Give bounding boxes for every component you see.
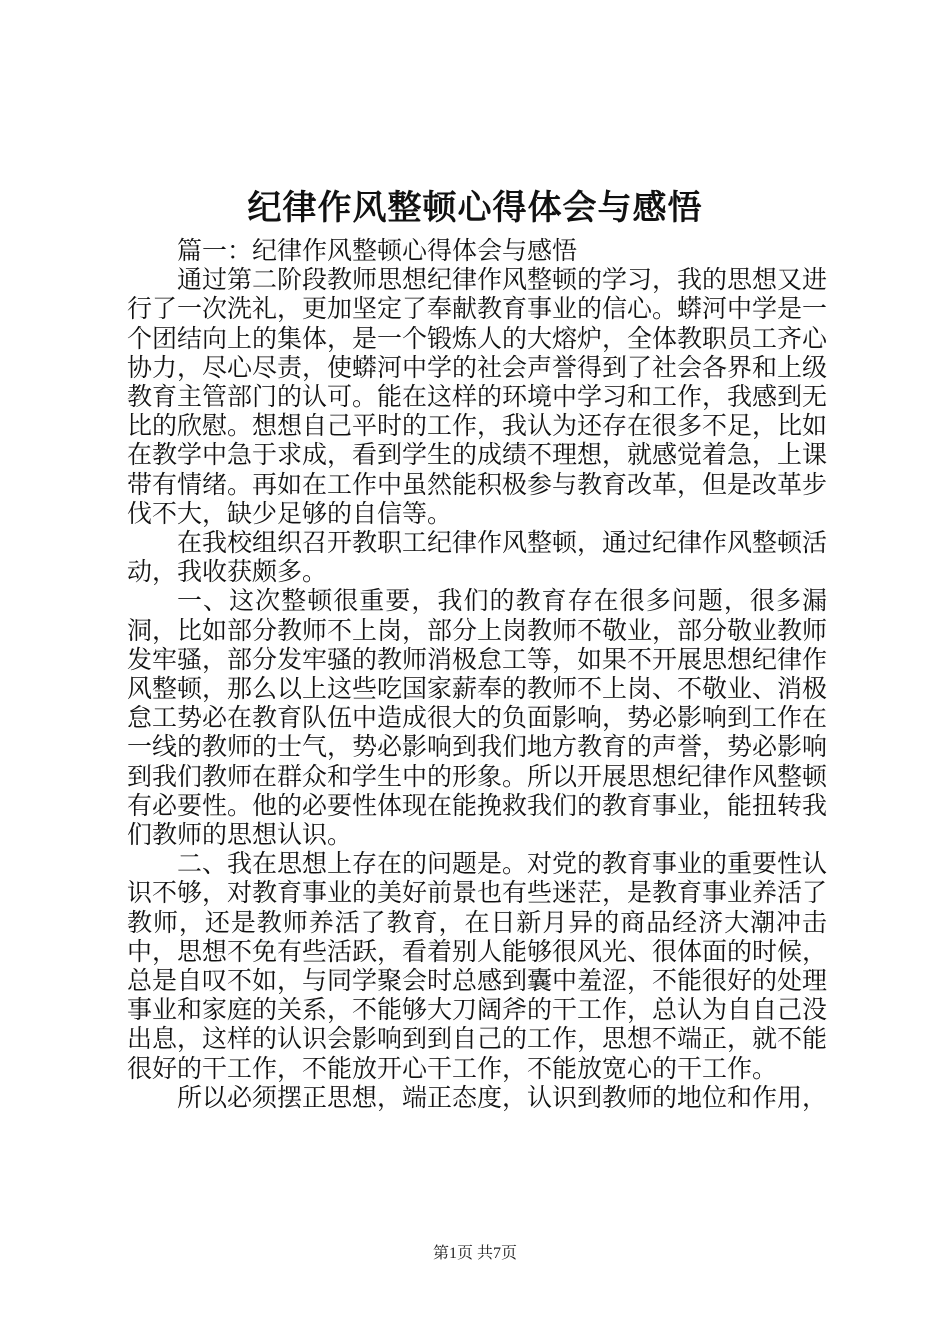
paragraph: 一、这次整顿很重要，我们的教育存在很多问题，很多漏洞，比如部分教师不上岗，部分上岗教师不敬业，部分敬业教师发牢骚，部分发牢骚的教师消极怠工等，如果不开展思想纪律作风整顿，那么以上这些吃国家薪奉的教师不上岗、不敬业、消极怠工势必在教育队伍中造成很大的负面影响，势必影响到工作在一线的教师的士气，势必影响到我们地方教育的声誉，势必影响到我们教师在群众和学生中的形象。所以开展思想纪律作风整顿有必要性。他的必要性体现在能挽救我们的教育事业，能扭转我们教师的思想认识。 [127, 586, 828, 850]
paragraph: 所以必须摆正思想，端正态度，认识到教师的地位和作用， [177, 1082, 828, 1112]
document-body [127, 236, 827, 1112]
page-number-footer: 第1页 共7页 [432, 1245, 517, 1262]
document-title: 纪律作风整顿心得体会与感悟 [247, 188, 703, 228]
paragraph: 通过第二阶段教师思想纪律作风整顿的学习，我的思想又进行了一次洗礼，更加坚定了奉献教育事业的信心。蟒河中学是一个团结向上的集体，是一个锻炼人的大熔炉，全体教职员工齐心协力，尽心尽责，使蟒河中学的社会声誉得到了社会各界和上级教育主管部门的认可。能在这样的环境中学习和工作，我感到无比的欣慰。想想自己平时的工作，我认为还存在很多不足，比如在教学中急于求成，看到学生的成绩不理想，就感觉着急，上课带有情绪。再如在工作中虽然能积极参与教育改革，但是改革步伐不大，缺少足够的自信等。 [127, 265, 828, 528]
paragraph: 在我校组织召开教职工纪律作风整顿，通过纪律作风整顿活动，我收获颇多。 [127, 528, 828, 587]
paragraph: 二、我在思想上存在的问题是。对党的教育事业的重要性认识不够，对教育事业的美好前景也有些迷茫，是教育事业养活了教师，还是教师养活了教育，在日新月异的商品经济大潮冲击中，思想不免有些活跃，看着别人能够很风光、很体面的时候，总是自叹不如，与同学聚会时总感到囊中羞涩，不能很好的处理事业和家庭的关系，不能够大刀阔斧的干工作，总认为自自己没出息，这样的认识会影响到到自己的工作，思想不端正，就不能很好的干工作，不能放开心干工作，不能放宽心的干工作。 [127, 849, 828, 1083]
paragraph-subtitle: 篇一：纪律作风整顿心得体会与感悟 [177, 236, 578, 265]
